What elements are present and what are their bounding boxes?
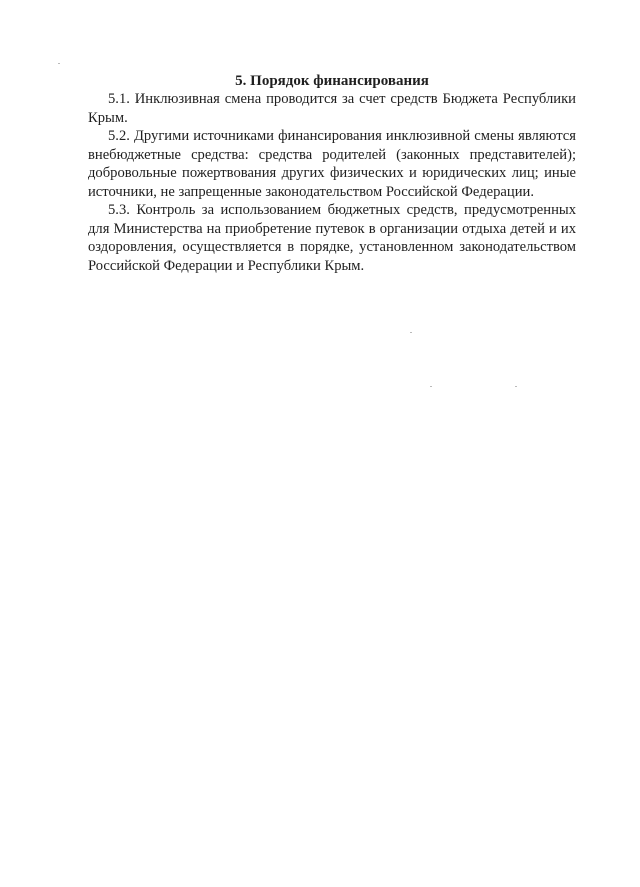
scan-speck — [58, 63, 60, 64]
paragraph-5-2: 5.2. Другими источниками финансирования инклюзивной смены являются внебюджетные средства: средства родителей (законных представителей); добровольные пожертвования других физических и юридических лиц; иные источники, не запрещенные законодательством Российской Федерации. — [88, 128, 576, 200]
section-title: 5. Порядок финансирования — [235, 73, 429, 89]
scan-speck — [410, 332, 412, 333]
scan-speck — [430, 386, 432, 387]
paragraph-5-3: 5.3. Контроль за использованием бюджетных средств, предусмотренных для Министерства на приобретение путевок в организации отдыха детей и их оздоровления, осуществляется в порядке, установленном законодательством Российской Федерации и Республики Крым. — [88, 202, 576, 274]
scan-speck — [515, 386, 517, 387]
document-body — [88, 72, 576, 275]
paragraph-5-1: 5.1. Инклюзивная смена проводится за счет средств Бюджета Республики Крым. — [88, 91, 576, 126]
